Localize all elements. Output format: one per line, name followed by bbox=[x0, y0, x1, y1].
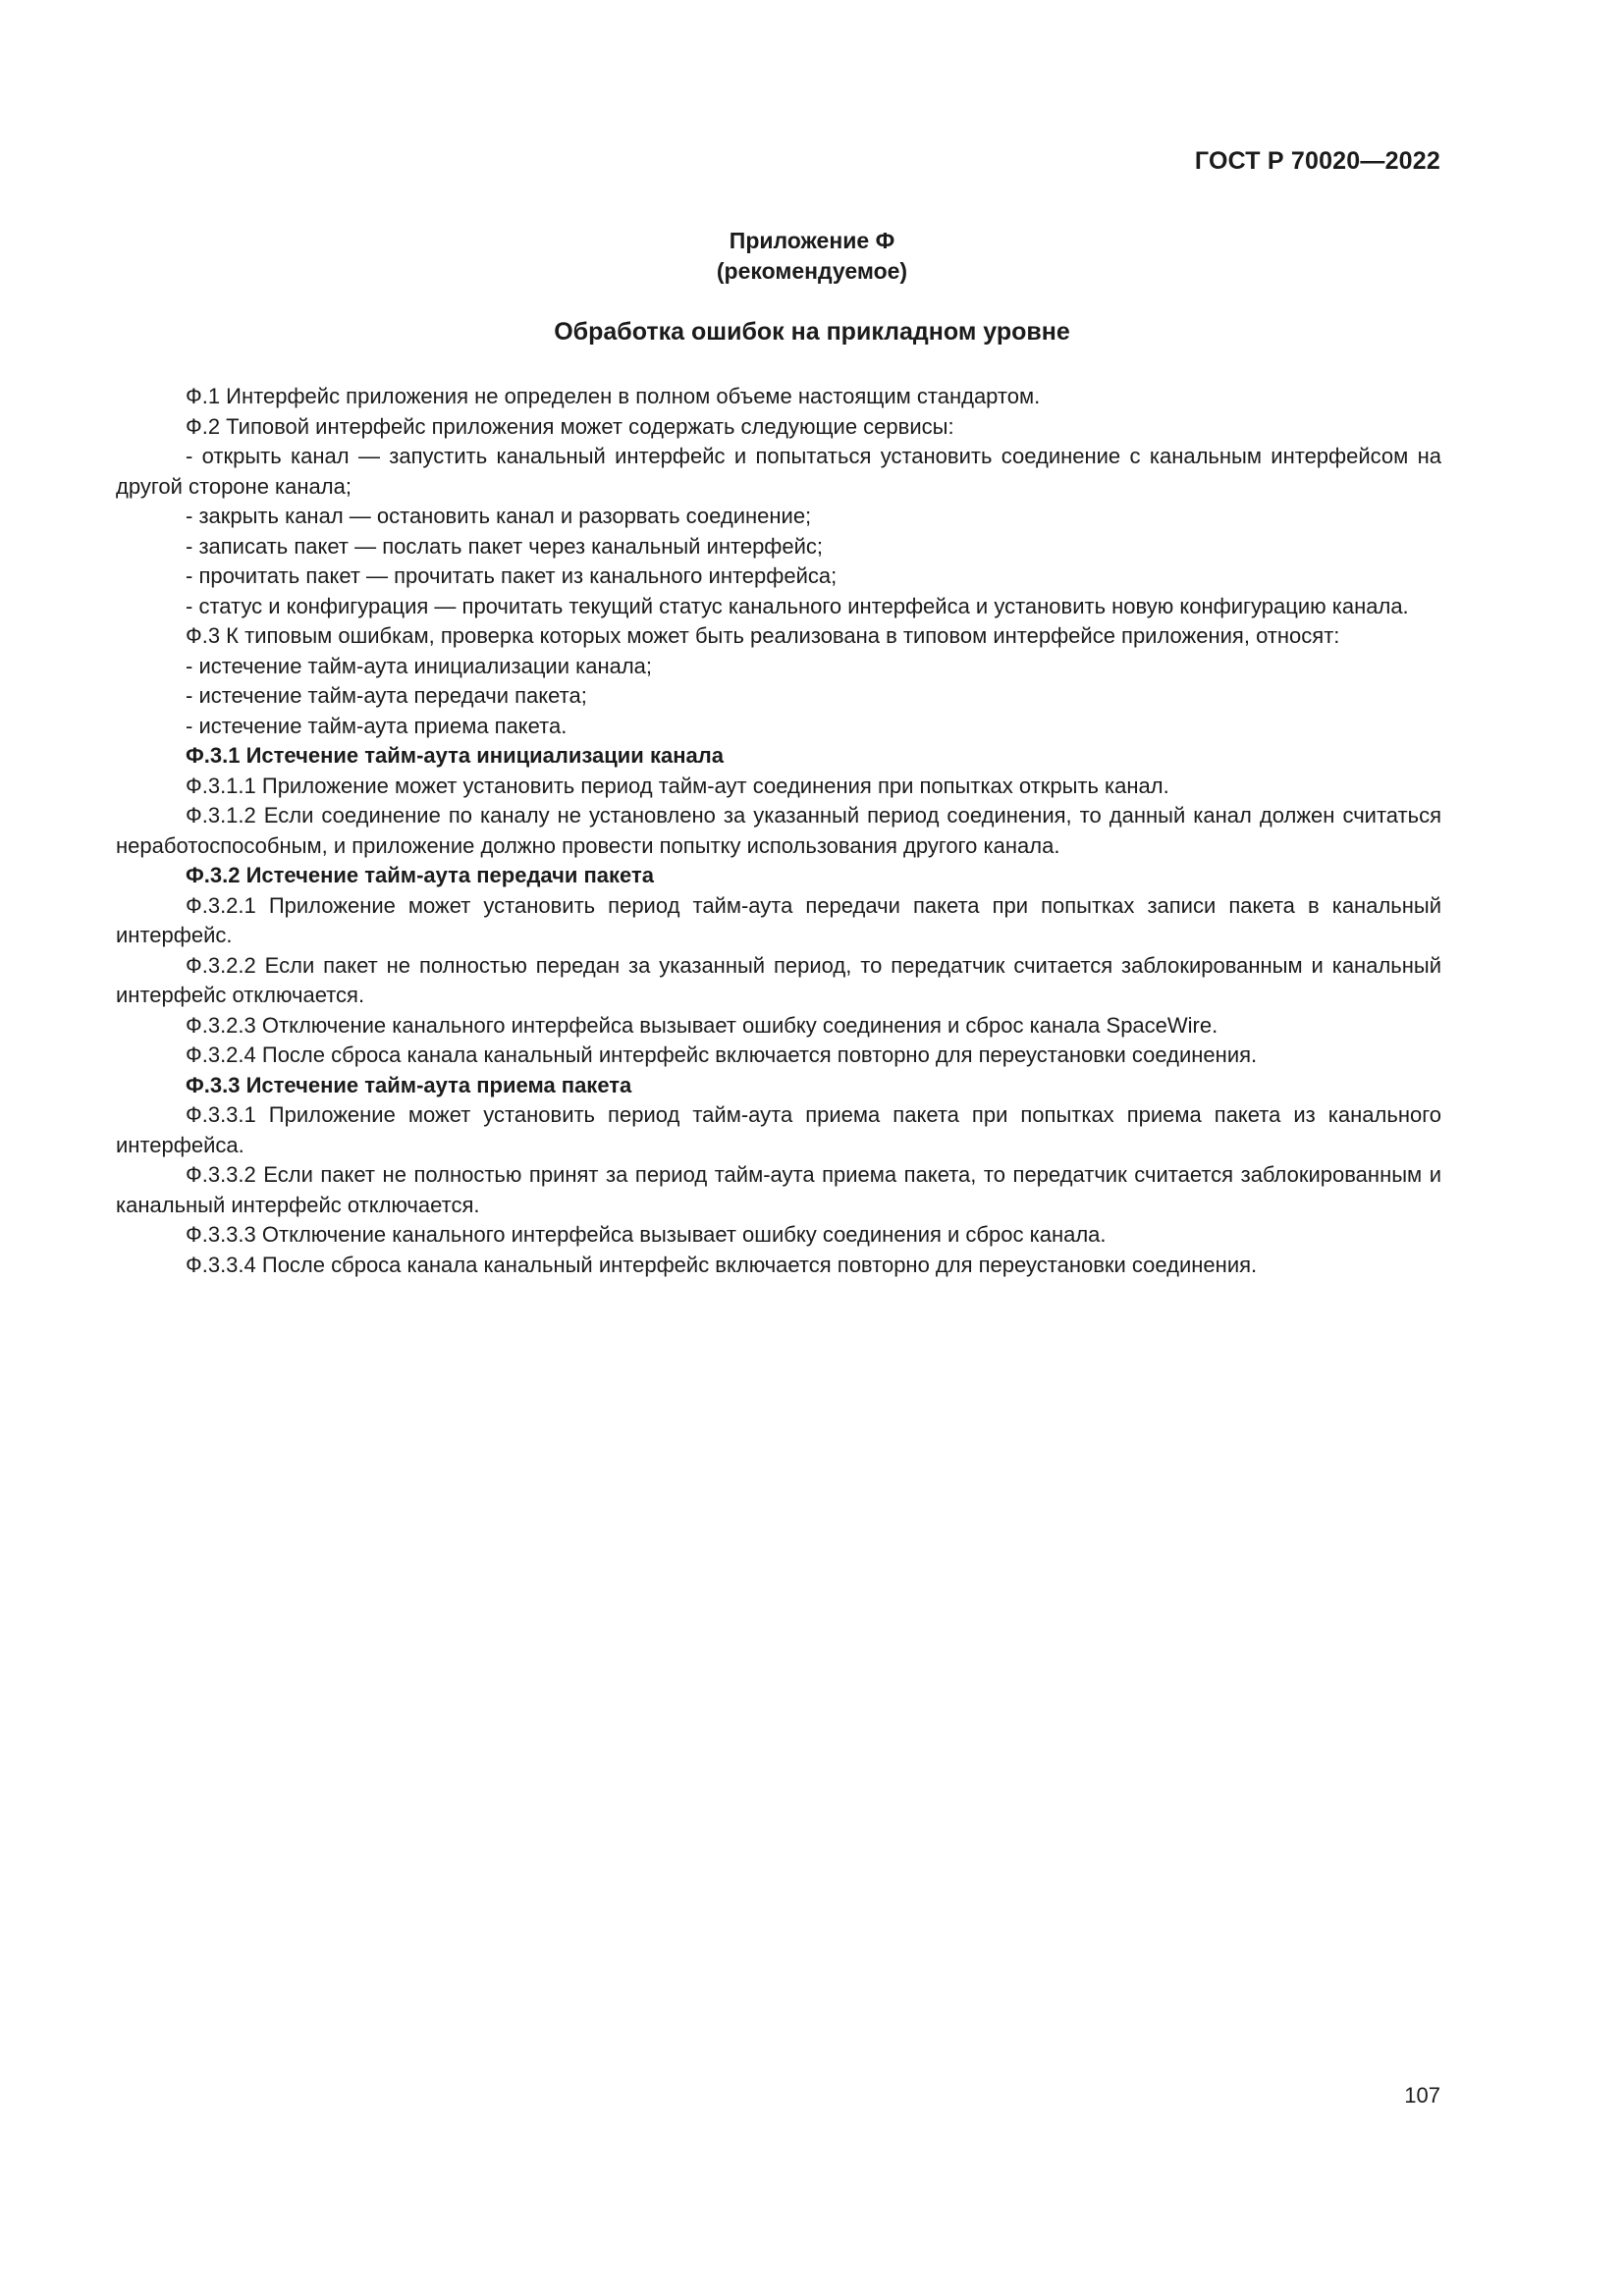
paragraph-f3: Ф.3 К типовым ошибкам, проверка которых может быть реализована в типовом интерфейсе приложения, относят: bbox=[186, 623, 1340, 648]
page-number: 107 bbox=[1404, 2083, 1440, 2108]
paragraph-f331: Ф.3.3.1 Приложение может установить период тайм-аута приема пакета при попытках приема пакета из канального интерфейса. bbox=[116, 1102, 1441, 1157]
document-body bbox=[116, 382, 1441, 1280]
paragraph-f323: Ф.3.2.3 Отключение канального интерфейса вызывает ошибку соединения и сброс канала SpaceWire. bbox=[186, 1012, 1218, 1038]
paragraph-f311: Ф.3.1.1 Приложение может установить период тайм-аут соединения при попытках открыть канал. bbox=[186, 773, 1169, 798]
section-title: Обработка ошибок на прикладном уровне bbox=[554, 318, 1070, 346]
list-item: - истечение тайм-аута инициализации канала; bbox=[186, 653, 653, 678]
paragraph-f322: Ф.3.2.2 Если пакет не полностью передан за указанный период, то передатчик считается заблокированным и канальный интерфейс отключается. bbox=[116, 952, 1441, 1007]
subsection-heading-f32: Ф.3.2 Истечение тайм-аута передачи пакета bbox=[186, 863, 655, 887]
paragraph-f1: Ф.1 Интерфейс приложения не определен в полном объеме настоящим стандартом. bbox=[186, 384, 1041, 408]
subsection-heading-f33: Ф.3.3 Истечение тайм-аута приема пакета bbox=[186, 1072, 632, 1097]
appendix-status: (рекомендуемое) bbox=[716, 258, 908, 284]
list-item: - записать пакет — послать пакет через канальный интерфейс; bbox=[186, 533, 824, 559]
paragraph-f332: Ф.3.3.2 Если пакет не полностью принят за период тайм-аута приема пакета, то передатчик считается заблокированным и канальный интерфейс отключается. bbox=[116, 1162, 1441, 1217]
document-code: ГОСТ Р 70020—2022 bbox=[1194, 147, 1440, 175]
list-item: - закрыть канал — остановить канал и разорвать соединение; bbox=[186, 504, 812, 528]
paragraph-f2: Ф.2 Типовой интерфейс приложения может содержать следующие сервисы: bbox=[186, 413, 954, 439]
subsection-heading-f31: Ф.3.1 Истечение тайм-аута инициализации канала bbox=[186, 743, 724, 768]
appendix-title: Приложение Ф bbox=[729, 228, 895, 253]
list-item: - статус и конфигурация — прочитать текущий статус канального интерфейса и установить новую конфигурацию канала. bbox=[186, 593, 1409, 618]
paragraph-f324: Ф.3.2.4 После сброса канала канальный интерфейс включается повторно для переустановки соединения. bbox=[186, 1042, 1258, 1067]
paragraph-f333: Ф.3.3.3 Отключение канального интерфейса вызывает ошибку соединения и сброс канала. bbox=[186, 1222, 1107, 1247]
paragraph-f321: Ф.3.2.1 Приложение может установить период тайм-аута передачи пакета при попытках записи пакета в канальный интерфейс. bbox=[116, 892, 1441, 947]
list-item: - прочитать пакет — прочитать пакет из канального интерфейса; bbox=[186, 563, 838, 588]
appendix-heading bbox=[0, 226, 1624, 287]
paragraph-f334: Ф.3.3.4 После сброса канала канальный интерфейс включается повторно для переустановки соединения. bbox=[186, 1252, 1258, 1277]
paragraph-f312: Ф.3.1.2 Если соединение по каналу не установлено за указанный период соединения, то данный канал должен считаться неработоспособным, и приложение должно провести попытку использования другого канала. bbox=[116, 803, 1441, 858]
list-item: - истечение тайм-аута передачи пакета; bbox=[186, 683, 587, 708]
list-item: - открыть канал — запустить канальный интерфейс и попытаться установить соединение с канальным интерфейсом на другой стороне канала; bbox=[116, 444, 1441, 499]
list-item: - истечение тайм-аута приема пакета. bbox=[186, 713, 568, 738]
